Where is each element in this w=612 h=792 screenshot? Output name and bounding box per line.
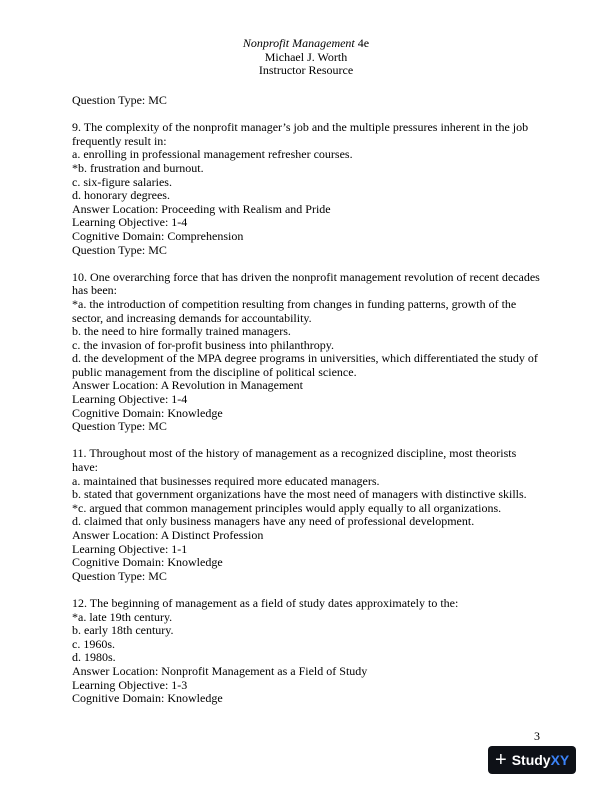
question-stem-line: have:	[72, 460, 98, 475]
question-stem-line: has been:	[72, 283, 117, 298]
intro-question-type: Question Type: MC	[72, 93, 167, 107]
question-metadata: Learning Objective: 1-3	[72, 677, 188, 692]
question-metadata: Answer Location: A Revolution in Management	[72, 378, 303, 393]
question-metadata: Question Type: MC	[72, 419, 167, 434]
question-metadata: Question Type: MC	[72, 242, 167, 257]
answer-option: c. the invasion of for-profit business into philanthropy.	[72, 337, 334, 352]
plus-icon: +	[495, 749, 507, 771]
author-name: Michael J. Worth	[264, 49, 348, 64]
answer-option: c. 1960s.	[72, 636, 115, 651]
question-metadata: Answer Location: Nonprofit Management as a Field of Study	[72, 663, 368, 678]
question-block	[72, 447, 548, 583]
question-stem-line: 9. The complexity of the nonprofit manager’s job and the multiple pressures inherent in the job	[72, 120, 529, 135]
answer-option: *a. late 19th century.	[72, 609, 173, 624]
question-metadata: Learning Objective: 1-4	[72, 392, 188, 407]
answer-option: c. six-figure salaries.	[72, 174, 172, 189]
question-metadata: Cognitive Domain: Comprehension	[72, 228, 244, 243]
question-metadata: Learning Objective: 1-4	[72, 215, 188, 230]
question-block	[72, 121, 548, 257]
page-number: 3	[534, 729, 540, 743]
resource-label: Instructor Resource	[258, 63, 354, 78]
answer-option: d. 1980s.	[72, 650, 116, 665]
answer-option: b. stated that government organizations have the most need of managers with distinctive skills.	[72, 487, 527, 502]
answer-option: d. claimed that only business managers have any need of professional development.	[72, 514, 475, 529]
logo-text: StudyXY	[511, 752, 570, 768]
answer-option: sector, and increasing demands for accountability.	[72, 310, 312, 325]
question-block	[72, 597, 548, 706]
question-stem-line: 11. Throughout most of the history of management as a recognized discipline, most theorists	[72, 446, 517, 461]
answer-option: a. enrolling in professional management refresher courses.	[72, 147, 353, 162]
question-block	[72, 271, 548, 434]
book-title: Nonprofit Management	[242, 36, 355, 50]
question-metadata: Answer Location: Proceeding with Realism and Pride	[72, 201, 331, 216]
question-metadata: Cognitive Domain: Knowledge	[72, 691, 223, 706]
book-title-line	[0, 37, 612, 51]
answer-option: d. the development of the MPA degree programs in universities, which differentiated the study of	[72, 351, 538, 366]
answer-option: b. early 18th century.	[72, 623, 174, 638]
question-stem-line: 10. One overarching force that has driven the nonprofit management revolution of recent decades	[72, 269, 540, 284]
question-metadata: Cognitive Domain: Knowledge	[72, 405, 223, 420]
answer-option: a. maintained that businesses required more educated managers.	[72, 473, 380, 488]
question-metadata: Cognitive Domain: Knowledge	[72, 555, 223, 570]
question-metadata: Answer Location: A Distinct Profession	[72, 528, 264, 542]
studyxy-logo[interactable]	[488, 746, 576, 774]
answer-option: *b. frustration and burnout.	[72, 160, 204, 175]
answer-option: public management from the discipline of political science.	[72, 364, 357, 379]
question-metadata: Question Type: MC	[72, 568, 167, 583]
question-metadata: Learning Objective: 1-1	[72, 541, 188, 556]
answer-option: *c. argued that common management principles would apply equally to all organizations.	[72, 500, 502, 515]
question-stem-line: frequently result in:	[72, 133, 167, 148]
book-edition: 4e	[354, 36, 370, 50]
answer-option: d. honorary degrees.	[72, 188, 170, 203]
answer-option: *a. the introduction of competition resulting from changes in funding patterns, growth of the	[72, 296, 517, 311]
answer-option: b. the need to hire formally trained managers.	[72, 324, 291, 339]
page-header	[0, 37, 612, 78]
document-body	[72, 94, 548, 706]
question-stem-line: 12. The beginning of management as a field of study dates approximately to the:	[72, 595, 459, 610]
